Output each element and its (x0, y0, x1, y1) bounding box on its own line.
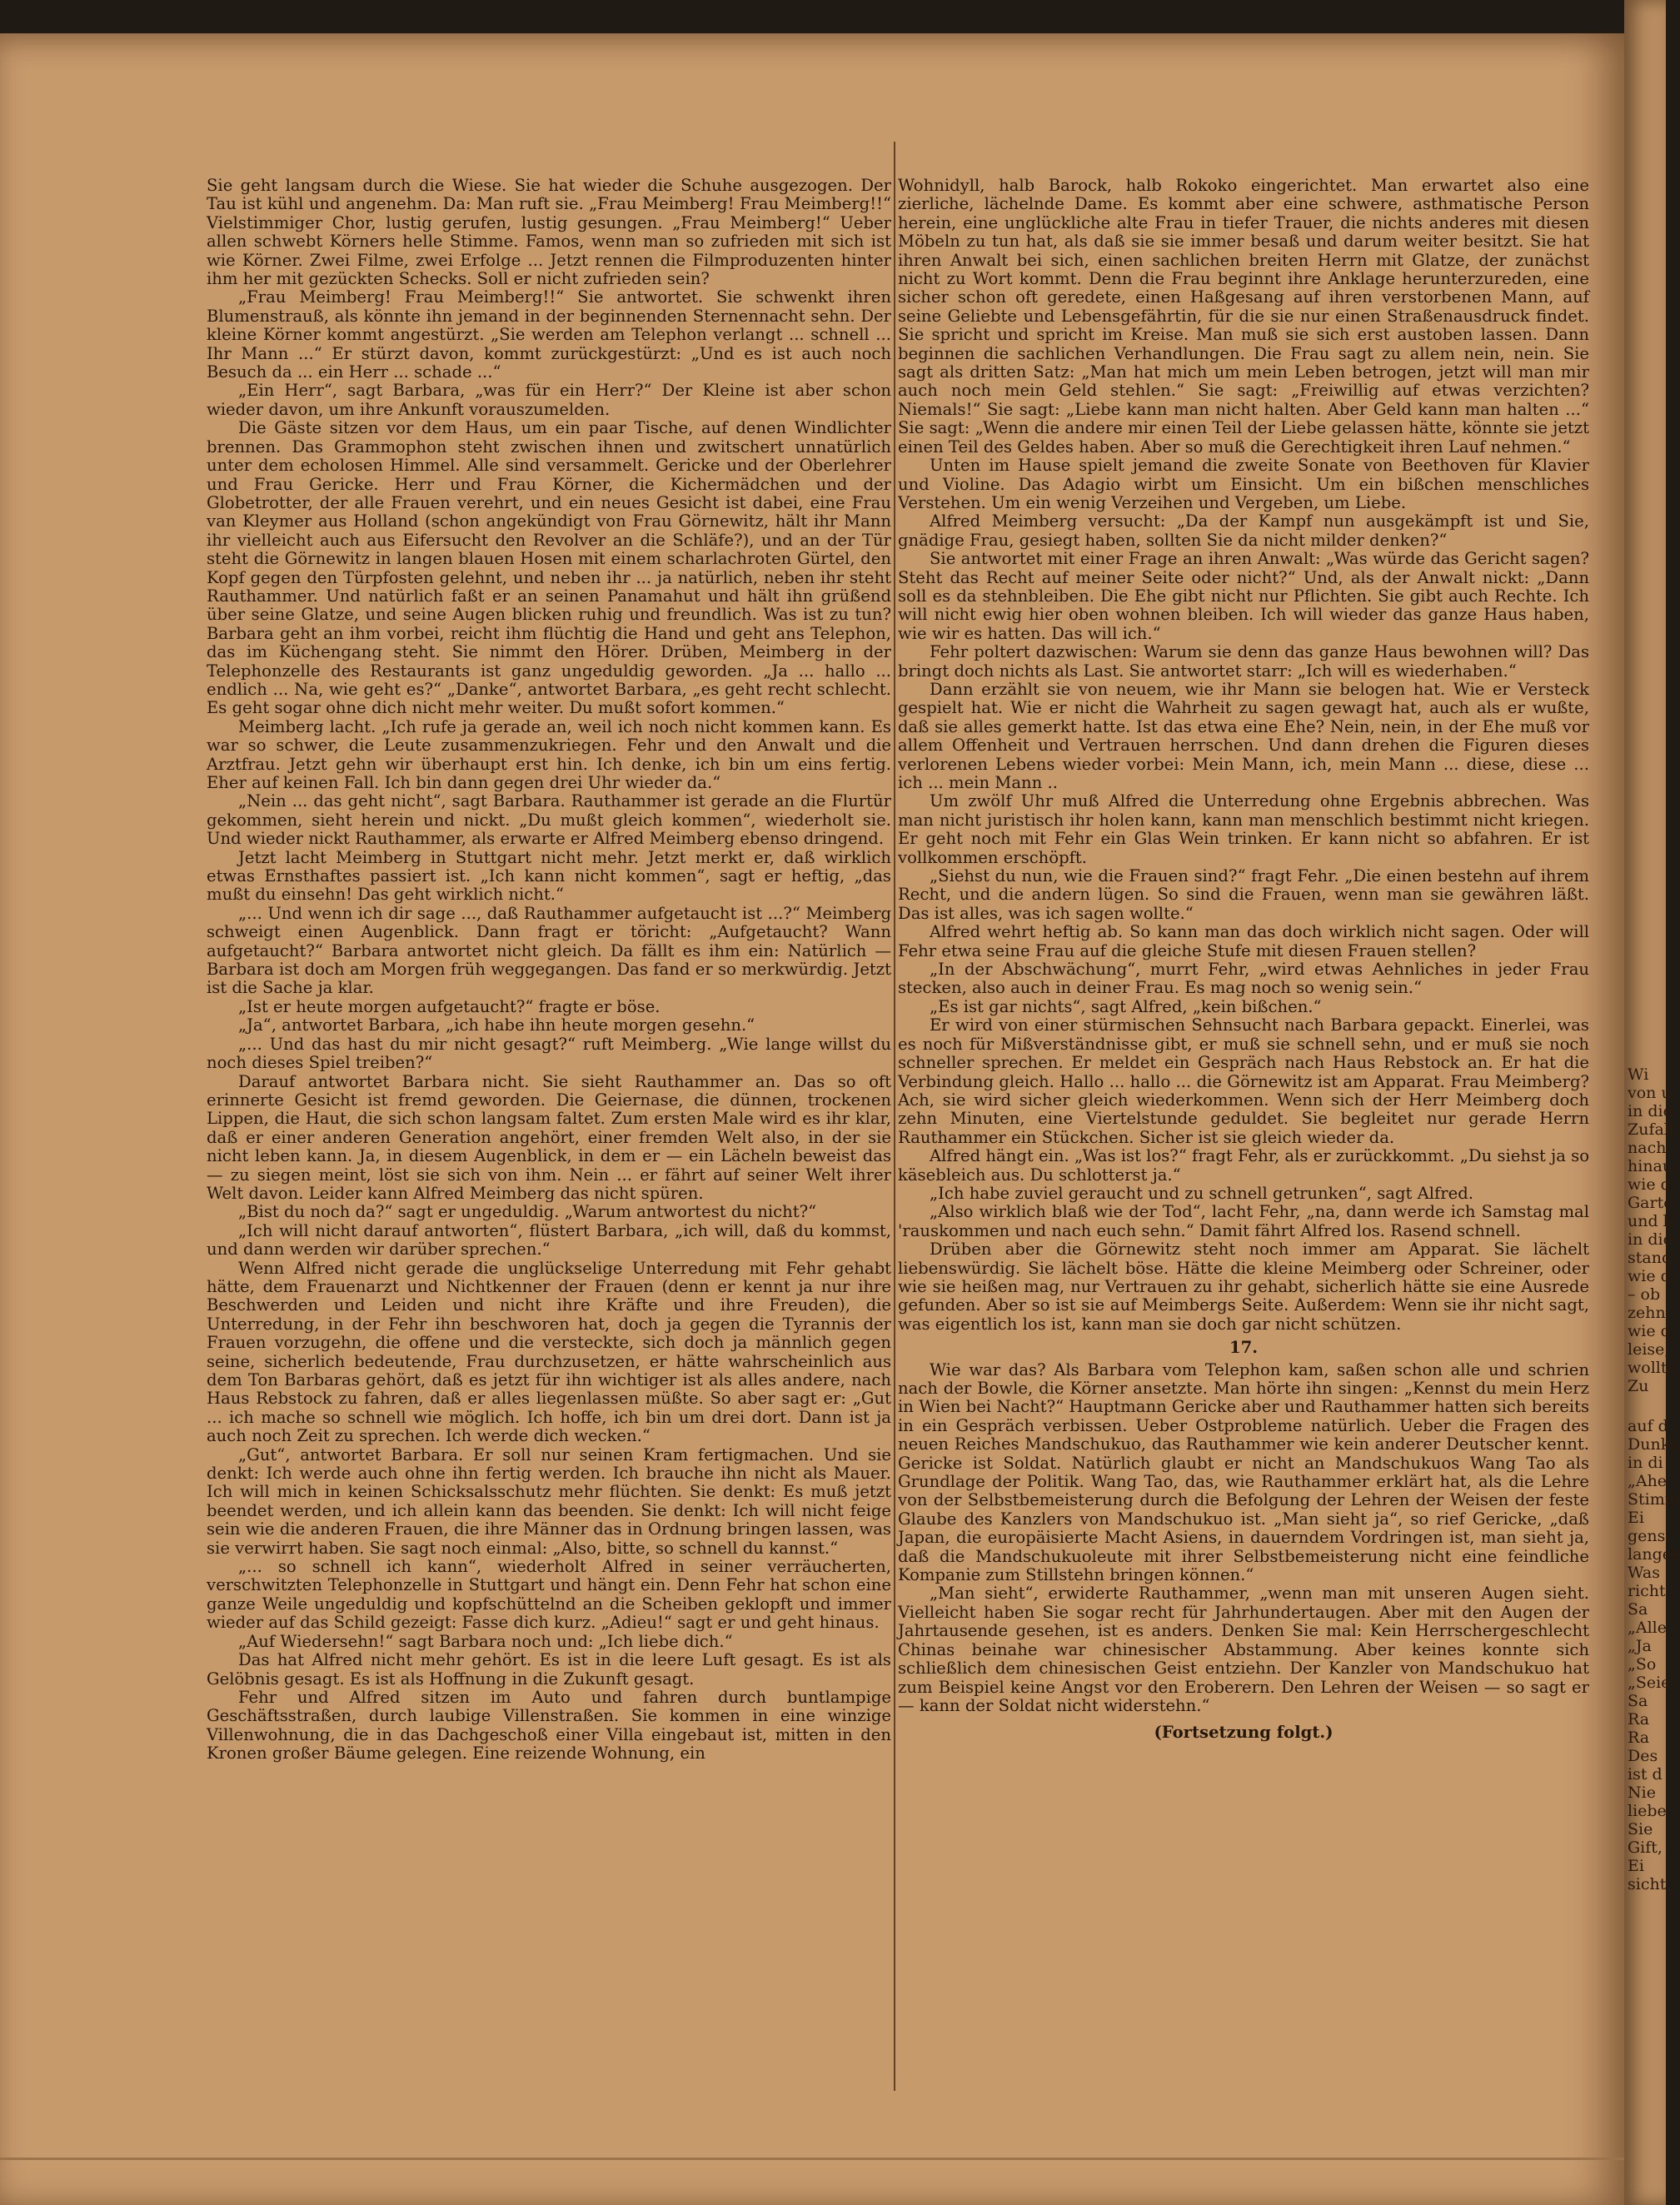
paragraph: Alfred Meimberg versucht: „Da der Kampf nun ausgekämpft ist und Sie, gnädige Frau, gesiegt haben, sollten Sie da nicht milder denken?“ (898, 511, 1589, 550)
adjacent-page-text-fragment: Sie (1628, 1820, 1653, 1838)
newspaper-page (0, 33, 1624, 2205)
paragraph: „Frau Meimberg! Frau Meimberg!!“ Sie antwortet. Sie schwenkt ihren Blumenstrauß, als könnte ihn jemand in der beginnenden Sternennacht sehn. Der kleine Körner kommt angestürzt. „Sie werden am Telephon verlangt ... schnell ... Ihr Mann ...“ Er stürzt davon, kommt zurückgestürzt: „Und es ist auch noch Besuch da ... ein Herr ... schade ...“ (207, 287, 891, 382)
paragraph: „... so schnell ich kann“, wiederholt Alfred in seiner verräucherten, verschwitzten Telephonzelle in Stuttgart und hängt ein. Denn Fehr hat schon eine ganze Weile ungeduldig und kopfschüttelnd an die Scheiben geklopft und immer wieder auf das Schild gezeigt: Fasse dich kurz. „Adieu!“ sagt er und geht hinaus. (207, 1557, 891, 1633)
adjacent-page-text-fragment: – ob (1628, 1285, 1661, 1304)
paragraph: „Also wirklich blaß wie der Tod“, lacht Fehr, „na, dann werde ich Samstag mal 'rauskommen und nach euch sehn.“ Damit fährt Alfred los. Rasend schnell. (898, 1202, 1589, 1240)
adjacent-page-text-fragment: wie d (1628, 1322, 1671, 1340)
adjacent-page-text-fragment: Wi (1628, 1065, 1649, 1084)
adjacent-page-text-fragment: in die (1628, 1230, 1673, 1249)
adjacent-page-text-fragment: „Alle (1628, 1619, 1667, 1637)
adjacent-page-text-fragment: hinau (1628, 1157, 1673, 1175)
paragraph: „... Und wenn ich dir sage ..., daß Rauthammer aufgetaucht ist ...?“ Meimberg schweigt einen Augenblick. Dann fragt er töricht: „Aufgetaucht? Wann aufgetaucht?“ Barbara antwortet nicht gleich. Da fällt es ihm ein: Natürlich — Barbara ist doch am Morgen früh weggegangen. Das fand er so merkwürdig. Jetzt ist die Sache ja klar. (207, 903, 891, 998)
adjacent-page-text-fragment: Stimm (1628, 1490, 1680, 1509)
paragraph: „Ich habe zuviel geraucht und zu schnell getrunken“, sagt Alfred. (930, 1183, 1474, 1203)
paragraph: Fehr poltert dazwischen: Warum sie denn das ganze Haus bewohnen will? Das bringt doch nichts als Last. Sie antwortet starr: „Ich will es wiederhaben.“ (898, 642, 1589, 681)
adjacent-page-text-fragment: richt (1628, 1582, 1666, 1600)
paragraph: Um zwölf Uhr muß Alfred die Unterredung ohne Ergebnis abbrechen. Was man nicht juristisch ihr holen kann, kann man menschlich bestimmt nicht kriegen. Er geht noch mit Fehr ein Glas Wein trinken. Er kann nicht so abfahren. Er ist vollkommen erschöpft. (898, 791, 1589, 867)
adjacent-page-text-fragment: ist d (1628, 1765, 1663, 1783)
adjacent-page-text-fragment: Sa (1628, 1600, 1648, 1619)
adjacent-page-text-fragment: „Ja (1628, 1637, 1652, 1655)
paragraph: Wohnidyll, halb Barock, halb Rokoko eingerichtet. Man erwartet also eine zierliche, lächelnde Dame. Es kommt aber eine schwere, asthmatische Person herein, eine unglückliche alte Frau in tiefer Trauer, die nichts anderes mit diesen Möbeln zu tun hat, als daß sie sie immer besaß und darum weiter besitzt. Sie hat ihren Anwalt bei sich, einen sachlichen breiten Herrn mit Glatze, der zunächst nicht zu Wort kommt. Denn die Frau beginnt ihre Anklage herunterzureden, eine sicher schon oft geredete, einen Haßgesang auf ihren verstorbenen Mann, auf seine Geliebte und Lebensgefährtin, für die sie nur einen Straßenausdruck findet. Sie spricht und spricht im Kreise. Man muß sie sich erst austoben lassen. Dann beginnen die sachlichen Verhandlungen. Die Frau sagt zu allem nein, nein. Sie sagt als dritten Satz: „Man hat mich um mein Leben betrogen, jetzt will man mir auch noch mein Geld stehlen.“ Sie sagt: „Freiwillig auf etwas verzichten? Niemals!“ Sie sagt: „Liebe kann man nicht halten. Aber Geld kann man halten ...“ Sie sagt: „Wenn die andere mir einen Teil der Liebe gelassen hätte, könnte sie jetzt einen Teil des Geldes haben. Aber so muß die Gerechtigkeit ihren Lauf nehmen.“ (898, 176, 1589, 456)
paragraph: „Ja“, antwortet Barbara, „ich habe ihn heute morgen gesehn.“ (238, 1015, 755, 1035)
paragraph: Meimberg lacht. „Ich rufe ja gerade an, weil ich noch nicht kommen kann. Es war so schwer, die Leute zusammenzukriegen. Fehr und den Anwalt und die Arztfrau. Jetzt gehn wir überhaupt erst hin. Ich denke, ich bin um eins fertig. Eher auf keinen Fall. Ich bin dann gegen drei Uhr wieder da.“ (207, 716, 891, 792)
paragraph: Fehr und Alfred sitzen im Auto und fahren durch buntlampige Geschäftsstraßen, durch laubige Villenstraßen. Sie kommen in eine winzige Villenwohnung, die in das Dachgeschoß einer Villa eingebaut ist, mitten in den Kronen großer Bäume gelegen. Eine reizende Wohnung, ein (207, 1687, 891, 1764)
adjacent-page-text-fragment: Ra (1628, 1729, 1650, 1747)
adjacent-page-text-fragment: „Ahe (1628, 1472, 1668, 1490)
paragraph: „Ist er heute morgen aufgetaucht?“ fragte er böse. (238, 996, 661, 1016)
column-divider (894, 142, 895, 2091)
adjacent-page-edge (1624, 0, 1680, 2205)
paragraph: Sie geht langsam durch die Wiese. Sie hat wieder die Schuhe ausgezogen. Der Tau ist kühl und angenehm. Da: Man ruft sie. „Frau Meimberg! Frau Meimberg!!“ Vielstimmiger Chor, lustig gerufen, lustig gesungen. „Frau Meimberg!“ Ueber allen schwebt Körners helle Stimme. Famos, wenn man so zufrieden mit sich ist wie Körner. Zwei Filme, zwei Erfolge ... Jetzt rennen die Filmproduzenten hinter ihm her mit gezückten Schecks. Soll er nicht zufrieden sein? (207, 176, 891, 289)
right-column (898, 177, 1589, 1743)
paragraph: „Gut“, antwortet Barbara. Er soll nur seinen Kram fertigmachen. Und sie denkt: Ich werde auch ohne ihn fertig werden. Ich brauche ihn nicht als Mauer. Ich will mich in keinen Schicksalsschutz mehr flüchten. Sie denkt: Es muß jetzt beendet werden, und ich allein kann das beenden. Sie denkt: Ich will nicht feige sein wie die anderen Frauen, die ihre Männer das in Ordnung bringen lassen, was sie verwirrt haben. Sie sagt noch einmal: „Also, bitte, so schnell du kannst.“ (207, 1444, 891, 1558)
paragraph: Sie antwortet mit einer Frage an ihren Anwalt: „Was würde das Gericht sagen? Steht das Recht auf meiner Seite oder nicht?“ Und, als der Anwalt nickt: „Dann soll es da stehnbleiben. Die Ehe gibt nicht nur Pflichten. Sie gibt auch Rechte. Ich will nicht ewig hier oben wohnen bleiben. Ich will wieder das ganze Haus haben, wie wir es hatten. Das will ich.“ (898, 549, 1589, 643)
adjacent-page-text-fragment: nach (1628, 1139, 1667, 1157)
paragraph: Unten im Hause spielt jemand die zweite Sonate von Beethoven für Klavier und Violine. Das Adagio wirbt um Einsicht. Um ein bißchen menschliches Verstehen. Um ein wenig Verzeihen und Vergeben, um Liebe. (898, 456, 1589, 512)
adjacent-page-text-fragment: und b (1628, 1212, 1673, 1230)
paragraph: „Nein ... das geht nicht“, sagt Barbara. Rauthammer ist gerade an die Flurtür gekommen, sieht herein und nickt. „Du mußt gleich kommen“, wiederholt sie. Und wieder nickt Rauthammer, als erwarte er Alfred Meimberg ebenso dringend. (207, 791, 891, 849)
adjacent-page-text-fragment: Ei (1628, 1857, 1644, 1875)
paragraph: Wie war das? Als Barbara vom Telephon kam, saßen schon alle und schrien nach der Bowle, die Körner ansetzte. Man hörte ihn singen: „Kennst du mein Herz in Wien bei Nacht?“ Hauptmann Gericke aber und Rauthammer hatten sich bereits in ein Gespräch verbissen. Ueber Ostprobleme natürlich. Ueber die Fragen des neuen Reiches Mandschukuo, das Rauthammer wie kein anderer Deutscher kennt. Gericke ist Soldat. Natürlich glaubt er nicht an Mandschukuos Wang Tao als Grundlage der Politik. Wang Tao, das, wie Rauthammer erklärt hat, als die Lehre von der Selbstbemeisterung durch die Befolgung der Lehren der Weisen der feste Glaube des Kanzlers von Mandschukuo ist. „Man sieht ja“, so rief Gericke, „daß Japan, die europäisierte Macht Asiens, in dauerndem Vordringen ist, man sieht ja, daß die Mandschukuoleute mit ihrer Selbstbemeisterung nicht eine feindliche Kompanie zum Stillstehn bringen können.“ (898, 1359, 1589, 1585)
paragraph: „... Und das hast du mir nicht gesagt?“ ruft Meimberg. „Wie lange willst du noch dieses Spiel treiben?“ (207, 1034, 891, 1073)
adjacent-page-text-fragment: Was (1628, 1564, 1660, 1582)
continuation-note: (Fortsetzung folgt.) (1154, 1723, 1334, 1743)
paragraph: Dann erzählt sie von neuem, wie ihr Mann sie belogen hat. Wie er Versteck gespielt hat. Wie er nicht die Wahrheit zu sagen gewagt hat, auch als er wußte, daß sie alles gemerkt hatte. Ist das etwa eine Ehe? Nein, nein, in der Ehe muß vor allem Offenheit und Vertrauen herrschen. Und dann drehen die Figuren dieses verlorenen Lebens wieder vorbei: Mein Mann, ich, mein Mann ... diese, diese ... ich ... mein Mann .. (898, 679, 1589, 792)
paragraph: Die Gäste sitzen vor dem Haus, um ein paar Tische, auf denen Windlichter brennen. Das Grammophon steht zwischen ihnen und zwitschert unnatürlich unter dem echolosen Himmel. Alle sind versammelt. Gericke und der Oberlehrer und Frau Gericke. Herr und Frau Körner, die Kichermädchen und der Globetrotter, der alle Frauen verehrt, und ein neues Gesicht ist dabei, eine Frau van Kleymer aus Holland (schon angekündigt von Frau Görnewitz, hält ihr Mann ihr vielleicht auch aus Eifersucht den Revolver an die Schläfe?), und an der Tür steht die Görnewitz in langen blauen Hosen mit einem scharlachroten Gürtel, den Kopf gegen den Türpfosten gelehnt, und neben ihr ... ja natürlich, neben ihr steht Rauthammer. Und natürlich faßt er an seinen Panamahut und hält ihn grüßend über seine Glatze, und seine Augen blicken ruhig und freundlich. Was ist zu tun? Barbara geht an ihm vorbei, reicht ihm flüchtig die Hand und geht ans Telephon, das im Küchengang steht. Sie nimmt den Hörer. Drüben, Meimberg in der Telephonzelle des Restaurants ist ganz ungeduldig geworden. „Ja ... hallo ... endlich ... Na, wie geht es?“ „Danke“, antwortet Barbara, „es geht recht schlecht. Es geht sogar ohne dich nicht mehr weiter. Du mußt sofort kommen.“ (207, 418, 891, 718)
adjacent-page-text-fragment: „Seie (1628, 1674, 1671, 1692)
paragraph: Alfred wehrt heftig ab. So kann man das doch wirklich nicht sagen. Oder will Fehr etwa seine Frau auf die gleiche Stufe mit diesen Frauen stellen? (898, 922, 1589, 960)
adjacent-page-text-fragment: gens, (1628, 1527, 1671, 1545)
adjacent-page-text-fragment: leise, (1628, 1340, 1670, 1359)
paragraph: Wenn Alfred nicht gerade die unglückselige Unterredung mit Fehr gehabt hätte, dem Frauenarzt und Nichtkenner der Frauen (denn er kennt ja nur ihre Beschwerden und Leiden und nicht ihre Kräfte und ihre Freuden), die Unterredung, in der Fehr ihn beschworen hat, doch ja gegen die Tyrannis der Frauen vorzugehn, die offene und die versteckte, sich doch ja männlich gegen seine, sicherlich bedeutende, Frau durchzusetzen, er hätte wahrscheinlich aus dem Ton Barbaras gehört, daß es jetzt für ihn wichtiger ist als alles andere, nach Haus Rebstock zu fahren, daß er alles liegenlassen müßte. So aber sagt er: „Gut ... ich mache so schnell wie möglich. Ich hoffe, ich bin um drei dort. Dann ist ja auch noch Zeit zu sprechen. Ich werde dich wecken.“ (207, 1258, 891, 1446)
paragraph: Alfred hängt ein. „Was ist los?“ fragt Fehr, als er zurückkommt. „Du siehst ja so käsebleich aus. Du schlotterst ja.“ (898, 1146, 1589, 1185)
paragraph: „Bist du noch da?“ sagt er ungeduldig. „Warum antwortest du nicht?“ (238, 1202, 817, 1222)
paragraph: „Man sieht“, erwiderte Rauthammer, „wenn man mit unseren Augen sieht. Vielleicht haben Sie sogar recht für Jahrhundertaugen. Aber mit den Augen der Jahrtausende gesehen, ist es anders. Denken Sie mal: Kein Herrschergeschlecht Chinas beinahe war chinesischer Abstammung. Aber keines konnte sich schließlich dem chinesischen Geist entziehn. Der Kanzler von Mandschukuo hat zum Beispiel keine Angst vor den Eroberern. Den Lehren der Weisen — so sagt er — kann der Soldat nicht widerstehn.“ (898, 1584, 1589, 1715)
adjacent-page-text-fragment: stand. (1628, 1249, 1678, 1267)
paragraph: „In der Abschwächung“, murrt Fehr, „wird etwas Aehnliches in jeder Frau stecken, also auch in deiner Frau. Es mag noch so wenig sein.“ (898, 960, 1589, 998)
paragraph: Darauf antwortet Barbara nicht. Sie sieht Rauthammer an. Das so oft erinnerte Gesicht ist fremd geworden. Die Geiernase, die dünnen, trockenen Lippen, die Haut, die sich schon langsam faltet. Zum ersten Male wird es ihr klar, daß er einer anderen Generation angehört, einer fremden Welt also, in der sie nicht leben kann. Ja, in diesem Augenblick, in dem er — ein Lächeln beweist das — zu siegen meint, löst sie sich von ihm. Nein ... er fährt auf seiner Welt ihrer Welt davon. Leider kann Alfred Meimberg das nicht spüren. (207, 1071, 891, 1203)
paragraph: Er wird von einer stürmischen Sehnsucht nach Barbara gepackt. Einerlei, was es noch für Mißverständnisse gibt, er muß sie schnell sehn, und er muß sie noch schneller sprechen. Er meldet ein Gespräch nach Haus Rebstock an. Er hat die Verbindung gleich. Hallo ... hallo ... die Görnewitz ist am Apparat. Frau Meimberg? Ach, sie wird sicher gleich wiederkommen. Wenn sich der Herr Meimberg doch zehn Minuten, eine Viertelstunde geduldet. Sie begleitet nur gerade Herrn Rauthammer ein Stückchen. Sicher ist sie gleich wieder da. (898, 1015, 1589, 1147)
paragraph: „Ein Herr“, sagt Barbara, „was für ein Herr?“ Der Kleine ist aber schon wieder davon, um ihre Ankunft vorauszumelden. (207, 381, 891, 419)
adjacent-page-text-fragment: auf d (1628, 1417, 1668, 1435)
paragraph: „Auf Wiedersehn!“ sagt Barbara noch und: „Ich liebe dich.“ (238, 1631, 733, 1651)
adjacent-page-text-fragment: Nie (1628, 1783, 1656, 1802)
adjacent-page-text-fragment: Garte (1628, 1194, 1673, 1212)
left-column (207, 177, 891, 1764)
adjacent-page-text-fragment: Ei (1628, 1509, 1644, 1527)
adjacent-page-text-fragment: wie d (1628, 1267, 1671, 1285)
adjacent-page-text-fragment: liebe (1628, 1802, 1667, 1820)
adjacent-page-text-fragment: in di (1628, 1454, 1663, 1472)
paragraph: „Ich will nicht darauf antworten“, flüstert Barbara, „ich will, daß du kommst, und dann werden wir darüber sprechen.“ (207, 1220, 891, 1260)
adjacent-page-text-fragment: in die (1628, 1102, 1673, 1120)
paragraph: „Es ist gar nichts“, sagt Alfred, „kein bißchen.“ (930, 996, 1322, 1016)
page-bottom-edge (0, 2158, 1624, 2160)
adjacent-page-text-fragment: Sa (1628, 1692, 1648, 1710)
paragraph: Das hat Alfred nicht mehr gehört. Es ist in die leere Luft gesagt. Es ist als Gelöbnis gesagt. Es ist als Hoffnung in die Zukunft gesagt. (207, 1650, 891, 1689)
adjacent-page-text-fragment: von u (1628, 1084, 1672, 1102)
adjacent-page-text-fragment: sicht, (1628, 1875, 1672, 1893)
adjacent-page-text-fragment: Zu (1628, 1377, 1649, 1395)
adjacent-page-text-fragment: Zufall (1628, 1120, 1674, 1139)
adjacent-page-text-fragment: Ra (1628, 1710, 1650, 1729)
paragraph: „Siehst du nun, wie die Frauen sind?“ fragt Fehr. „Die einen bestehn auf ihrem Recht, und die andern lügen. So sind die Frauen, wenn man sie gewähren läßt. Das ist alles, was ich sagen wollte.“ (898, 866, 1589, 923)
adjacent-page-text-fragment: Des (1628, 1747, 1658, 1765)
adjacent-page-text-fragment: zehn (1628, 1304, 1666, 1322)
adjacent-page-text-fragment: wie d (1628, 1175, 1671, 1194)
adjacent-page-text-fragment: Gift, (1628, 1838, 1663, 1857)
adjacent-page-text-fragment: langes (1628, 1545, 1680, 1564)
paragraph: Drüben aber die Görnewitz steht noch immer am Apparat. Sie lächelt liebenswürdig. Sie lächelt böse. Hätte die kleine Meimberg oder Schreiner, oder wie sie heißen mag, nur Vertrauen zu ihr gehabt, sicherlich hätte sie eine Ausrede gefunden. Aber so ist sie auf Meimbergs Seite. Außerdem: Wenn sie ihr nicht sagt, was eigentlich los ist, kann man sie doch gar nicht schützen. (898, 1240, 1589, 1334)
paragraph: Jetzt lacht Meimberg in Stuttgart nicht mehr. Jetzt merkt er, daß wirklich etwas Ernsthaftes passiert ist. „Ich kann nicht kommen“, sagt er heftig, „das mußt du einsehn! Das geht wirklich nicht.“ (207, 847, 891, 905)
adjacent-page-text-fragment: wollte (1628, 1359, 1677, 1377)
chapter-number: 17. (1229, 1338, 1259, 1358)
adjacent-page-text-fragment: „So (1628, 1655, 1657, 1674)
adjacent-page-text-fragment: Dunke (1628, 1435, 1680, 1454)
